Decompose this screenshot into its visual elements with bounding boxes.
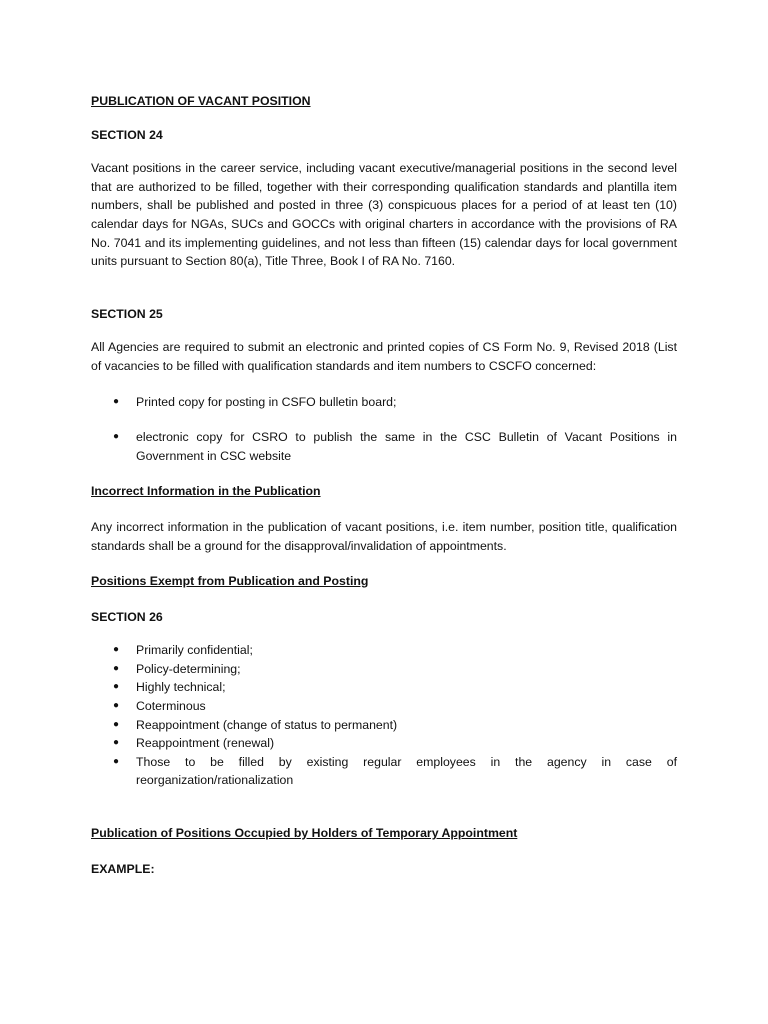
document-page <box>91 92 677 878</box>
list-item-text: Reappointment (renewal) <box>136 736 275 751</box>
list-item-text: Primarily confidential; <box>136 643 253 658</box>
list-item-text: Highly technical; <box>136 680 226 695</box>
list-item <box>91 697 677 716</box>
list-item <box>91 428 677 465</box>
list-item <box>91 641 677 660</box>
list-item <box>91 660 677 679</box>
bullet-icon: ● <box>113 755 120 767</box>
bullet-icon: ● <box>113 718 120 730</box>
list-item-text: Policy-determining; <box>136 661 241 676</box>
section-26-heading: SECTION 26 <box>91 609 163 624</box>
list-item-text: Coterminous <box>136 699 206 714</box>
list-item <box>91 678 677 697</box>
list-item <box>91 734 677 753</box>
bullet-icon: ● <box>113 431 120 443</box>
bullet-icon: ● <box>113 681 120 693</box>
section-26-list <box>91 641 677 790</box>
exempt-positions-heading: Positions Exempt from Publication and Posting <box>91 574 369 589</box>
list-item-text: electronic copy for CSRO to publish the same in the CSC Bulletin of Vacant Positions in Government in CSC website <box>136 430 677 463</box>
section-24-heading: SECTION 24 <box>91 127 163 142</box>
bullet-icon: ● <box>113 700 120 712</box>
section-24-paragraph: Vacant positions in the career service, including vacant executive/managerial positions in the second level that are authorized to be filled, together with their corresponding qualification standards and plantilla item numbers, shall be published and posted in three (3) conspicuous places for a period of at least ten (10) calendar days for NGAs, SUCs and GOCCs with original charters in accordance with the provisions of RA No. 7041 and its implementing guidelines, and not less than fifteen (15) calendar days for local government units pursuant to Section 80(a), Title Three, Book I of RA No. 7160. <box>91 161 677 269</box>
section-25-heading: SECTION 25 <box>91 306 163 321</box>
list-item-text: Printed copy for posting in CSFO bulletin board; <box>136 394 397 409</box>
bullet-icon: ● <box>113 395 120 407</box>
bullet-icon: ● <box>113 662 120 674</box>
bullet-icon: ● <box>113 644 120 656</box>
document-title: PUBLICATION OF VACANT POSITION <box>91 94 311 108</box>
incorrect-info-paragraph: Any incorrect information in the publication of vacant positions, i.e. item number, position title, qualification standards shall be a ground for the disapproval/invalidation of appointments. <box>91 519 677 553</box>
list-item <box>91 716 677 735</box>
list-item <box>91 393 677 412</box>
bullet-icon: ● <box>113 737 120 749</box>
temporary-appointment-heading: Publication of Positions Occupied by Holders of Temporary Appointment <box>91 826 518 841</box>
list-item-text: Reappointment (change of status to permanent) <box>136 717 398 732</box>
example-label: EXAMPLE: <box>91 861 155 876</box>
section-25-paragraph: All Agencies are required to submit an electronic and printed copies of CS Form No. 9, Revised 2018 (List of vacancies to be filled with qualification standards and item numbers to CSCFO concerned: <box>91 340 677 373</box>
incorrect-info-heading: Incorrect Information in the Publication <box>91 484 321 499</box>
list-item-text: Those to be filled by existing regular employees in the agency in case of reorganization/rationalization <box>136 754 677 788</box>
list-item <box>91 753 677 790</box>
section-25-list <box>91 393 677 466</box>
